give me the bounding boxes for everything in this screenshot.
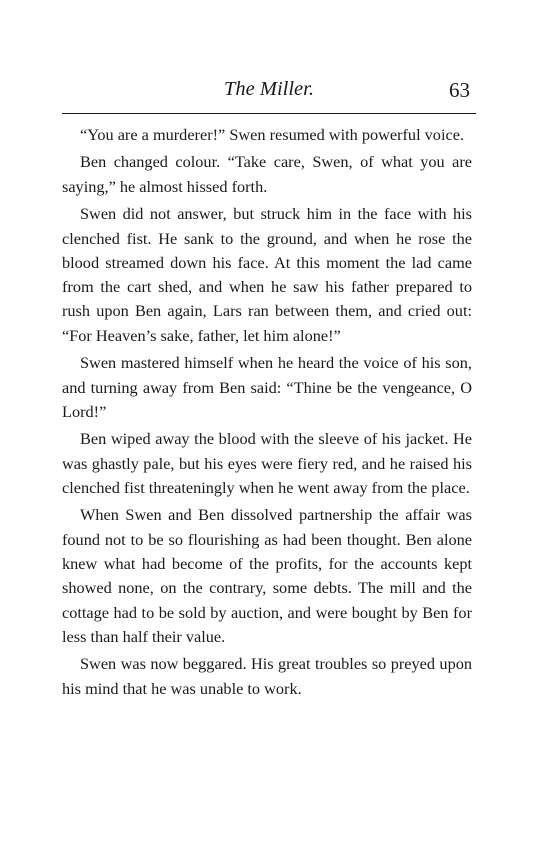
paragraph: Ben wiped away the blood with the sleeve of his jacket. He was ghastly pale, but his eyes were fiery red, and he raised his clenched fist threateningly when he went away from the place. bbox=[62, 429, 472, 497]
paragraph: “You are a murderer!” Swen resumed with powerful voice. bbox=[80, 125, 464, 144]
page-number: 63 bbox=[449, 78, 470, 102]
body-text bbox=[62, 123, 472, 704]
paragraph: Swen mastered himself when he heard the voice of his son, and turning away from Ben said: “Thine be the vengeance, O Lord!” bbox=[62, 353, 472, 421]
running-head bbox=[62, 78, 476, 112]
running-title: The Miller. bbox=[224, 78, 314, 100]
paragraph: Swen did not answer, but struck him in the face with his clenched fist. He sank to the ground, and when he rose the blood streamed down his face. At this moment the lad came from the cart shed, and when he saw his father prepared to rush upon Ben again, Lars ran between them, and cried out: “For Heaven’s sake, father, let him alone!” bbox=[62, 204, 472, 345]
paragraph: When Swen and Ben dissolved partnership the affair was found not to be so flourishing as had been thought. Ben alone knew what had become of the profits, for the accounts kept showed none, on the contrary, some debts. The mill and the cottage had to be sold by auction, and were bought by Ben for less than half their value. bbox=[62, 505, 472, 646]
paragraph: Ben changed colour. “Take care, Swen, of what you are saying,” he almost hissed forth. bbox=[62, 152, 472, 196]
header-rule bbox=[62, 113, 476, 114]
paragraph: Swen was now beggared. His great troubles so preyed upon his mind that he was unable to work. bbox=[62, 654, 472, 698]
